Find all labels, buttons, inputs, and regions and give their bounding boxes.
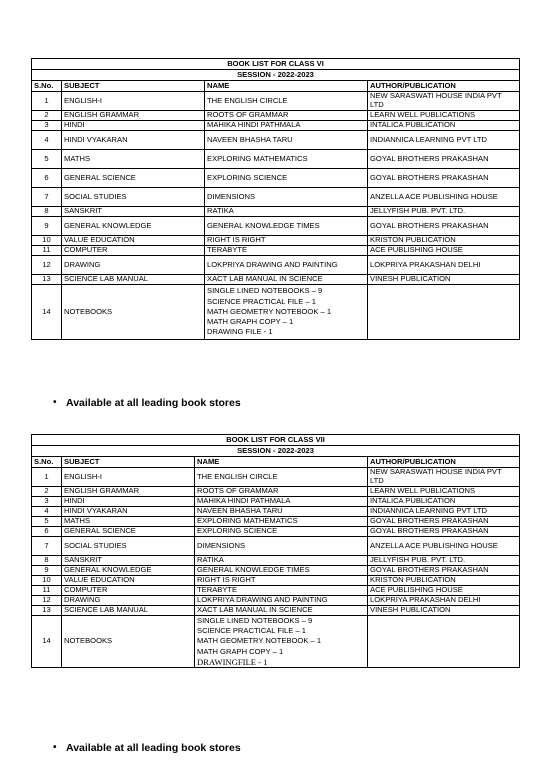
cell-author: INDIANNICA LEARNING PVT LTD xyxy=(368,131,520,150)
cell-name: DIMENSIONS xyxy=(195,537,368,556)
cell-sno: 1 xyxy=(32,468,62,487)
cell-sno: 11 xyxy=(32,586,62,596)
cell-author: ACE PUBLISHING HOUSE xyxy=(368,246,520,256)
cell-notebook-lines xyxy=(205,285,368,340)
header-author: AUTHOR/PUBLICATION xyxy=(368,81,520,92)
cell-author: VINESH PUBLICATION xyxy=(368,275,520,285)
cell-author: GOYAL BROTHERS PRAKASHAN xyxy=(368,517,520,527)
header-subject: SUBJECT xyxy=(62,81,205,92)
cell-author: JELLYFISH PUB. PVT. LTD. xyxy=(368,207,520,217)
cell-name: EXPLORING SCIENCE xyxy=(205,169,368,188)
cell-name: MAHIKA HINDI PATHMALA xyxy=(205,121,368,131)
table-row xyxy=(32,517,520,527)
cell-name: RATIKA xyxy=(205,207,368,217)
cell-subject: GENERAL SCIENCE xyxy=(62,527,195,537)
cell-sno: 10 xyxy=(32,236,62,246)
cell-subject: VALUE EDUCATION xyxy=(62,236,205,246)
cell-author: LEARN WELL PUBLICATIONS xyxy=(368,111,520,121)
bullet-icon: • xyxy=(53,397,57,408)
cell-subject: HINDI xyxy=(62,121,205,131)
cell-author: LOKPRIYA PRAKASHAN DELHI xyxy=(368,596,520,606)
header-row xyxy=(32,457,520,468)
cell-author: GOYAL BROTHERS PRAKASHAN xyxy=(368,150,520,169)
cell-name: ROOTS OF GRAMMAR xyxy=(195,487,368,497)
table-row xyxy=(32,586,520,596)
book-list-table-class-6 xyxy=(31,58,520,340)
cell-sno: 7 xyxy=(32,188,62,207)
table-row xyxy=(32,92,520,111)
cell-sno: 14 xyxy=(32,616,62,668)
cell-name: RIGHT IS RIGHT xyxy=(195,576,368,586)
table-row-notebooks xyxy=(32,616,520,668)
cell-subject: GENERAL KNOWLEDGE xyxy=(62,566,195,576)
cell-author: LEARN WELL PUBLICATIONS xyxy=(368,487,520,497)
cell-sno: 3 xyxy=(32,497,62,507)
cell-sno: 4 xyxy=(32,507,62,517)
table-row xyxy=(32,150,520,169)
cell-sno: 13 xyxy=(32,606,62,616)
table-row xyxy=(32,217,520,236)
cell-name: DIMENSIONS xyxy=(205,188,368,207)
cell-name: LOKPRIYA DRAWING AND PAINTING xyxy=(205,256,368,275)
table-row xyxy=(32,207,520,217)
header-author: AUTHOR/PUBLICATION xyxy=(368,457,520,468)
cell-sno: 2 xyxy=(32,111,62,121)
cell-author: JELLYFISH PUB. PVT. LTD. xyxy=(368,556,520,566)
availability-note xyxy=(53,397,241,409)
notebook-line: MATH GEOMETRY NOTEBOOK – 1 xyxy=(207,306,332,316)
cell-sno: 6 xyxy=(32,527,62,537)
cell-subject: HINDI xyxy=(62,497,195,507)
cell-author: GOYAL BROTHERS PRAKASHAN xyxy=(368,217,520,236)
cell-sno: 2 xyxy=(32,487,62,497)
cell-sno: 7 xyxy=(32,537,62,556)
table-row xyxy=(32,537,520,556)
cell-name: LOKPRIYA DRAWING AND PAINTING xyxy=(195,596,368,606)
cell-sno: 12 xyxy=(32,596,62,606)
cell-subject: ENGLISH-I xyxy=(62,92,205,111)
cell-subject: DRAWING xyxy=(62,256,205,275)
notebook-line: MATH GRAPH COPY – 1 xyxy=(197,646,284,656)
table-row xyxy=(32,556,520,566)
cell-subject: HINDI VYAKARAN xyxy=(62,131,205,150)
table-title: BOOK LIST FOR CLASS VI xyxy=(32,59,520,70)
cell-subject: MATHS xyxy=(62,150,205,169)
availability-text: Available at all leading book stores xyxy=(66,742,241,754)
cell-author: LOKPRIYA PRAKASHAN DELHI xyxy=(368,256,520,275)
cell-subject: COMPUTER xyxy=(62,246,205,256)
header-sno: S.No. xyxy=(32,457,62,468)
cell-author: INDIANNICA LEARNING PVT LTD xyxy=(368,507,520,517)
table-session: SESSION - 2022-2023 xyxy=(32,446,520,457)
table-row xyxy=(32,606,520,616)
table-row xyxy=(32,507,520,517)
cell-name: RIGHT IS RIGHT xyxy=(205,236,368,246)
cell-author: INTALICA PUBLICATION xyxy=(368,497,520,507)
cell-subject: NOTEBOOKS xyxy=(62,616,195,668)
cell-name: EXPLORING MATHEMATICS xyxy=(195,517,368,527)
table-row xyxy=(32,169,520,188)
notebook-line: SCIENCE PRACTICAL FILE – 1 xyxy=(207,296,317,306)
cell-author: INTALICA PUBLICATION xyxy=(368,121,520,131)
table-row xyxy=(32,236,520,246)
cell-author: ACE PUBLISHING HOUSE xyxy=(368,586,520,596)
cell-name: NAVEEN BHASHA TARU xyxy=(205,131,368,150)
cell-author xyxy=(368,616,520,668)
availability-note xyxy=(53,742,241,754)
table-row xyxy=(32,111,520,121)
cell-author: GOYAL BROTHERS PRAKASHAN xyxy=(368,566,520,576)
cell-name: GENERAL KNOWLEDGE TIMES xyxy=(205,217,368,236)
cell-author: ANZELLA ACE PUBLISHING HOUSE xyxy=(368,188,520,207)
header-name: NAME xyxy=(195,457,368,468)
cell-author: NEW SARASWATI HOUSE INDIA PVT LTD xyxy=(368,92,520,111)
cell-name: NAVEEN BHASHA TARU xyxy=(195,507,368,517)
cell-subject: SOCIAL STUDIES xyxy=(62,537,195,556)
cell-name: EXPLORING SCIENCE xyxy=(195,527,368,537)
table-row xyxy=(32,275,520,285)
availability-text: Available at all leading book stores xyxy=(66,397,241,409)
notebook-line: SINGLE LINED NOTEBOOKS – 9 xyxy=(197,616,313,625)
cell-name: RATIKA xyxy=(195,556,368,566)
book-list-table-class-7 xyxy=(31,434,520,668)
cell-subject: DRAWING xyxy=(62,596,195,606)
notebook-line: SCIENCE PRACTICAL FILE – 1 xyxy=(197,626,307,636)
cell-sno: 4 xyxy=(32,131,62,150)
cell-name: MAHIKA HINDI PATHMALA xyxy=(195,497,368,507)
cell-subject: GENERAL SCIENCE xyxy=(62,169,205,188)
cell-sno: 11 xyxy=(32,246,62,256)
cell-name: XACT LAB MANUAL IN SCIENCE xyxy=(205,275,368,285)
notebook-line: SINGLE LINED NOTEBOOKS – 9 xyxy=(207,286,323,296)
cell-subject: SCIENCE LAB MANUAL xyxy=(62,606,195,616)
cell-name: TERABYTE xyxy=(195,586,368,596)
cell-subject: ENGLISH GRAMMAR xyxy=(62,487,195,497)
cell-sno: 5 xyxy=(32,150,62,169)
table-row xyxy=(32,121,520,131)
cell-author: KRISTON PUBLICATION xyxy=(368,236,520,246)
cell-subject: SANSKRIT xyxy=(62,207,205,217)
cell-subject: SCIENCE LAB MANUAL xyxy=(62,275,205,285)
cell-subject: SOCIAL STUDIES xyxy=(62,188,205,207)
cell-subject: GENERAL KNOWLEDGE xyxy=(62,217,205,236)
cell-sno: 10 xyxy=(32,576,62,586)
header-name: NAME xyxy=(205,81,368,92)
table-row-notebooks xyxy=(32,285,520,340)
cell-subject: HINDI VYAKARAN xyxy=(62,507,195,517)
table-row xyxy=(32,246,520,256)
notebook-line: MATH GRAPH COPY – 1 xyxy=(207,317,294,327)
notebook-line: MATH GEOMETRY NOTEBOOK – 1 xyxy=(197,636,322,646)
cell-sno: 9 xyxy=(32,566,62,576)
cell-author: KRISTON PUBLICATION xyxy=(368,576,520,586)
cell-notebook-lines xyxy=(195,616,368,668)
table-session: SESSION - 2022-2023 xyxy=(32,70,520,81)
cell-sno: 6 xyxy=(32,169,62,188)
cell-name: THE ENGLISH CIRCLE xyxy=(195,468,368,487)
cell-name: ROOTS OF GRAMMAR xyxy=(205,111,368,121)
notebook-line: DRAWING FILE - 1 xyxy=(207,327,273,337)
cell-subject: MATHS xyxy=(62,517,195,527)
cell-author xyxy=(368,285,520,340)
cell-author: GOYAL BROTHERS PRAKASHAN xyxy=(368,527,520,537)
cell-sno: 9 xyxy=(32,217,62,236)
cell-name: TERABYTE xyxy=(205,246,368,256)
table-title: BOOK LIST FOR CLASS VII xyxy=(32,435,520,446)
table-row xyxy=(32,596,520,606)
table-row xyxy=(32,566,520,576)
header-row xyxy=(32,81,520,92)
table-row xyxy=(32,256,520,275)
cell-subject: VALUE EDUCATION xyxy=(62,576,195,586)
cell-name: THE ENGLISH CIRCLE xyxy=(205,92,368,111)
cell-sno: 5 xyxy=(32,517,62,527)
cell-sno: 8 xyxy=(32,556,62,566)
cell-subject: ENGLISH GRAMMAR xyxy=(62,111,205,121)
cell-sno: 3 xyxy=(32,121,62,131)
notebook-line: DRAWINGFILE - 1 xyxy=(197,656,268,667)
table-row xyxy=(32,487,520,497)
cell-author: GOYAL BROTHERS PRAKASHAN xyxy=(368,169,520,188)
cell-subject: NOTEBOOKS xyxy=(62,285,205,340)
cell-subject: COMPUTER xyxy=(62,586,195,596)
table-row xyxy=(32,576,520,586)
cell-sno: 8 xyxy=(32,207,62,217)
table-row xyxy=(32,527,520,537)
cell-subject: SANSKRIT xyxy=(62,556,195,566)
cell-name: EXPLORING MATHEMATICS xyxy=(205,150,368,169)
cell-name: GENERAL KNOWLEDGE TIMES xyxy=(195,566,368,576)
cell-sno: 14 xyxy=(32,285,62,340)
cell-author: NEW SARASWATI HOUSE INDIA PVT LTD xyxy=(368,468,520,487)
cell-sno: 12 xyxy=(32,256,62,275)
cell-sno: 1 xyxy=(32,92,62,111)
table-row xyxy=(32,131,520,150)
table-row xyxy=(32,497,520,507)
cell-subject: ENGLISH-I xyxy=(62,468,195,487)
cell-author: ANZELLA ACE PUBLISHING HOUSE xyxy=(368,537,520,556)
cell-sno: 13 xyxy=(32,275,62,285)
cell-author: VINESH PUBLICATION xyxy=(368,606,520,616)
header-sno: S.No. xyxy=(32,81,62,92)
table-row xyxy=(32,188,520,207)
cell-name: XACT LAB MANUAL IN SCIENCE xyxy=(195,606,368,616)
header-subject: SUBJECT xyxy=(62,457,195,468)
table-row xyxy=(32,468,520,487)
bullet-icon: • xyxy=(53,742,57,753)
